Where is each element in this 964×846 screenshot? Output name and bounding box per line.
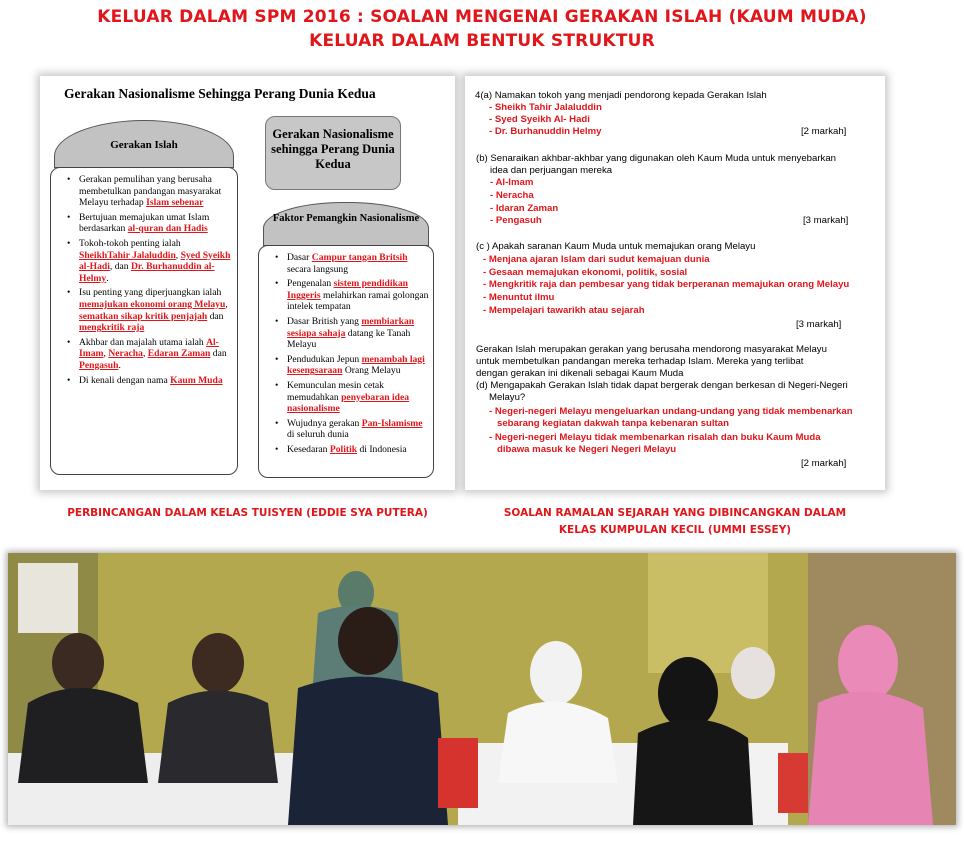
answer-line: - Dr. Burhanuddin Helmy [489,126,602,137]
exam-question-panel [465,76,885,490]
left-caption: PERBINCANGAN DALAM KELAS TUISYEN (EDDIE SYA PUTERA) [67,507,428,519]
answer-line: - Mengkritik raja dan pembesar yang tidak berperanan memajukan orang Melayu [483,279,850,290]
gerakan-nasionalisme-box: Gerakan Nasionalisme sehingga Perang Dunia Kedua [265,116,401,190]
question-text: Melayu? [489,392,526,403]
question-4d: (d) Mengapakah Gerakan Islah tidak dapat bergerak dengan berkesan di Negeri-Negeri [476,380,848,391]
bullet-item [67,375,231,387]
gerakan-islah-body [50,167,238,475]
answer-line: - Al-Imam [490,177,534,188]
gerakan-islah-box [50,120,238,475]
bullet-text: Dasar [287,252,312,263]
question-4c: (c ) Apakah saranan Kaum Muda untuk memajukan orang Melayu [476,241,756,252]
bullet-text: Gerakan pemulihan yang berusaha membetulkan pandangan masyarakat Melayu terhadap [79,174,222,209]
key-term: SheikhTahir Jalaluddin [79,249,176,261]
key-term: Neracha [108,348,143,360]
bullet-text: datang ke Tanah Melayu [287,327,411,351]
bullet-text: dan [210,348,227,360]
key-term: mengkritik raja [79,322,145,334]
main-title-line-1: KELUAR DALAM SPM 2016 : SOALAN MENGENAI GERAKAN ISLAH (KAUM MUDA) [97,7,867,27]
answer-line: - Menuntut ilmu [483,292,555,303]
bullet-text: Di kenali dengan nama [79,374,171,386]
bullet-item [275,252,429,275]
bullet-text: , [225,298,228,310]
bullet-text: secara langsung [287,263,349,275]
key-term: Islam sebenar [146,197,204,209]
bullet-text: . [118,359,121,371]
faktor-pemangkin-body [258,245,434,478]
bullet-text: melahirkan ramai golongan intelek tempatan [287,289,429,313]
bullet-text: di Indonesia [357,443,407,455]
bullet-text: , dan [109,261,131,273]
bullet-text: , [175,249,181,261]
context-text: untuk membetulkan pandangan mereka terhadap Islam. Mereka yang terlibat [476,356,804,367]
key-term: membiarkan sesiapa sahaja [287,315,415,339]
faktor-pemangkin-box [258,202,434,478]
key-term: sistem pendidikan Inggeris [287,278,408,301]
bullet-item [67,337,231,372]
bullet-text: Bertujuan memajukan umat Islam berdasarkan [79,211,210,235]
key-term: penyebaran idea nasionalisme [287,391,410,415]
key-term: Edaran Zaman [147,348,211,360]
marks-label: [2 markah] [801,126,847,137]
faktor-pemangkin-title: Faktor Pemangkin Nasionalisme [263,202,429,246]
right-caption-line-1: SOALAN RAMALAN SEJARAH YANG DIBINCANGKAN DALAM [503,507,847,519]
bullet-text: , [103,348,109,360]
key-term: Campur tangan Britsih [311,252,408,263]
bullet-text: Dasar British yang [287,315,362,327]
key-term: Al-Imam [79,336,219,360]
bullet-text: Tokoh-tokoh penting ialah [79,237,181,249]
bullet-text: Orang Melayu [342,365,401,377]
bullet-text: Isu penting yang diperjuangkan ialah [79,287,222,299]
key-term: Pan-Islamisme [361,417,423,429]
notes-heading: Gerakan Nasionalisme Sehingga Perang Dunia Kedua [64,86,376,101]
answer-line: - Neracha [490,190,534,201]
bullet-item [67,174,231,209]
bullet-text: Kemunculan mesin cetak memudahkan [287,379,384,403]
marks-label: [3 markah] [796,319,842,330]
gerakan-islah-title: Gerakan Islah [54,120,234,168]
marks-label: [2 markah] [801,458,847,469]
answer-line: - Gesaan memajukan ekonomi, politik, sosial [483,267,688,278]
bullet-item [275,354,429,377]
faktor-pemangkin-list [275,252,429,456]
key-term: Dr. Burhanuddin al-Helmy [79,261,215,284]
key-term: al-quran dan Hadis [127,223,208,235]
bullet-item [275,278,429,313]
classroom-photo-illustration [8,553,956,825]
answer-line: dibawa masuk ke Negeri Negeri Melayu [497,444,677,455]
bullet-item [67,212,231,235]
marks-label: [3 markah] [803,215,849,226]
key-term: memajukan ekonomi orang Melayu [79,298,226,310]
bullet-text: Akhbar dan majalah utama ialah [79,336,207,348]
right-caption-line-2: KELAS KUMPULAN KECIL (UMMI ESSEY) [558,524,792,536]
bullet-text: Kesedaran [287,443,330,455]
key-term: Syed Syeikh al-Hadi [79,249,231,273]
answer-line: - Pengasuh [490,215,542,226]
bullet-text: di seluruh dunia [287,429,349,441]
key-term: menambah lagi kesengsaraan [287,353,425,377]
main-title-line-2: KELUAR DALAM BENTUK STRUKTUR [309,31,655,51]
bullet-text: dan [207,310,224,322]
bullet-item [67,287,231,333]
question-4a: 4(a) Namakan tokoh yang menjadi pendorong kepada Gerakan Islah [475,90,767,101]
bullet-item [67,238,231,284]
classroom-photo [8,553,956,825]
bullet-item [275,444,429,456]
answer-line: - Syed Syeikh Al- Hadi [489,114,590,125]
notes-diagram-panel [40,76,455,490]
question-4b: (b) Senaraikan akhbar-akhbar yang digunakan oleh Kaum Muda untuk menyebarkan [476,153,836,164]
answer-line: - Sheikh Tahir Jalaluddin [489,102,602,113]
key-term: Politik [329,443,358,455]
key-term: Pengasuh [79,359,119,371]
question-text: idea dan perjuangan mereka [490,165,613,176]
answer-line: - Menjana ajaran Islam dari sudut kemajuan dunia [483,254,710,265]
answer-line: - Mempelajari tawarikh atau sejarah [483,305,645,316]
context-text: Gerakan Islah merupakan gerakan yang berusaha mendorong masyarakat Melayu [476,344,827,355]
bullet-text: Wujudnya gerakan [287,417,362,429]
bullet-text: , [142,348,148,360]
key-term: Kaum Muda [170,374,223,386]
bullet-item [275,418,429,441]
bullet-text: . [106,272,109,284]
context-text: dengan gerakan ini dikenali sebagai Kaum Muda [476,368,684,379]
answer-line: sebarang kegiatan dakwah tanpa kebenaran sultan [497,418,729,429]
bullet-item [275,316,429,351]
answer-line: - Idaran Zaman [490,203,559,214]
bullet-item [275,380,429,415]
key-term: sematkan sikap kritik penjajah [79,310,208,322]
bullet-text: Pendudukan Jepun [287,353,362,365]
answer-line: - Negeri-negeri Melayu mengeluarkan undang-undang yang tidak membenarkan [489,406,853,417]
answer-line: - Negeri-negeri Melayu tidak membenarkan risalah dan buku Kaum Muda [489,432,821,443]
bullet-text: Pengenalan [287,278,334,290]
gerakan-islah-list [67,174,231,386]
